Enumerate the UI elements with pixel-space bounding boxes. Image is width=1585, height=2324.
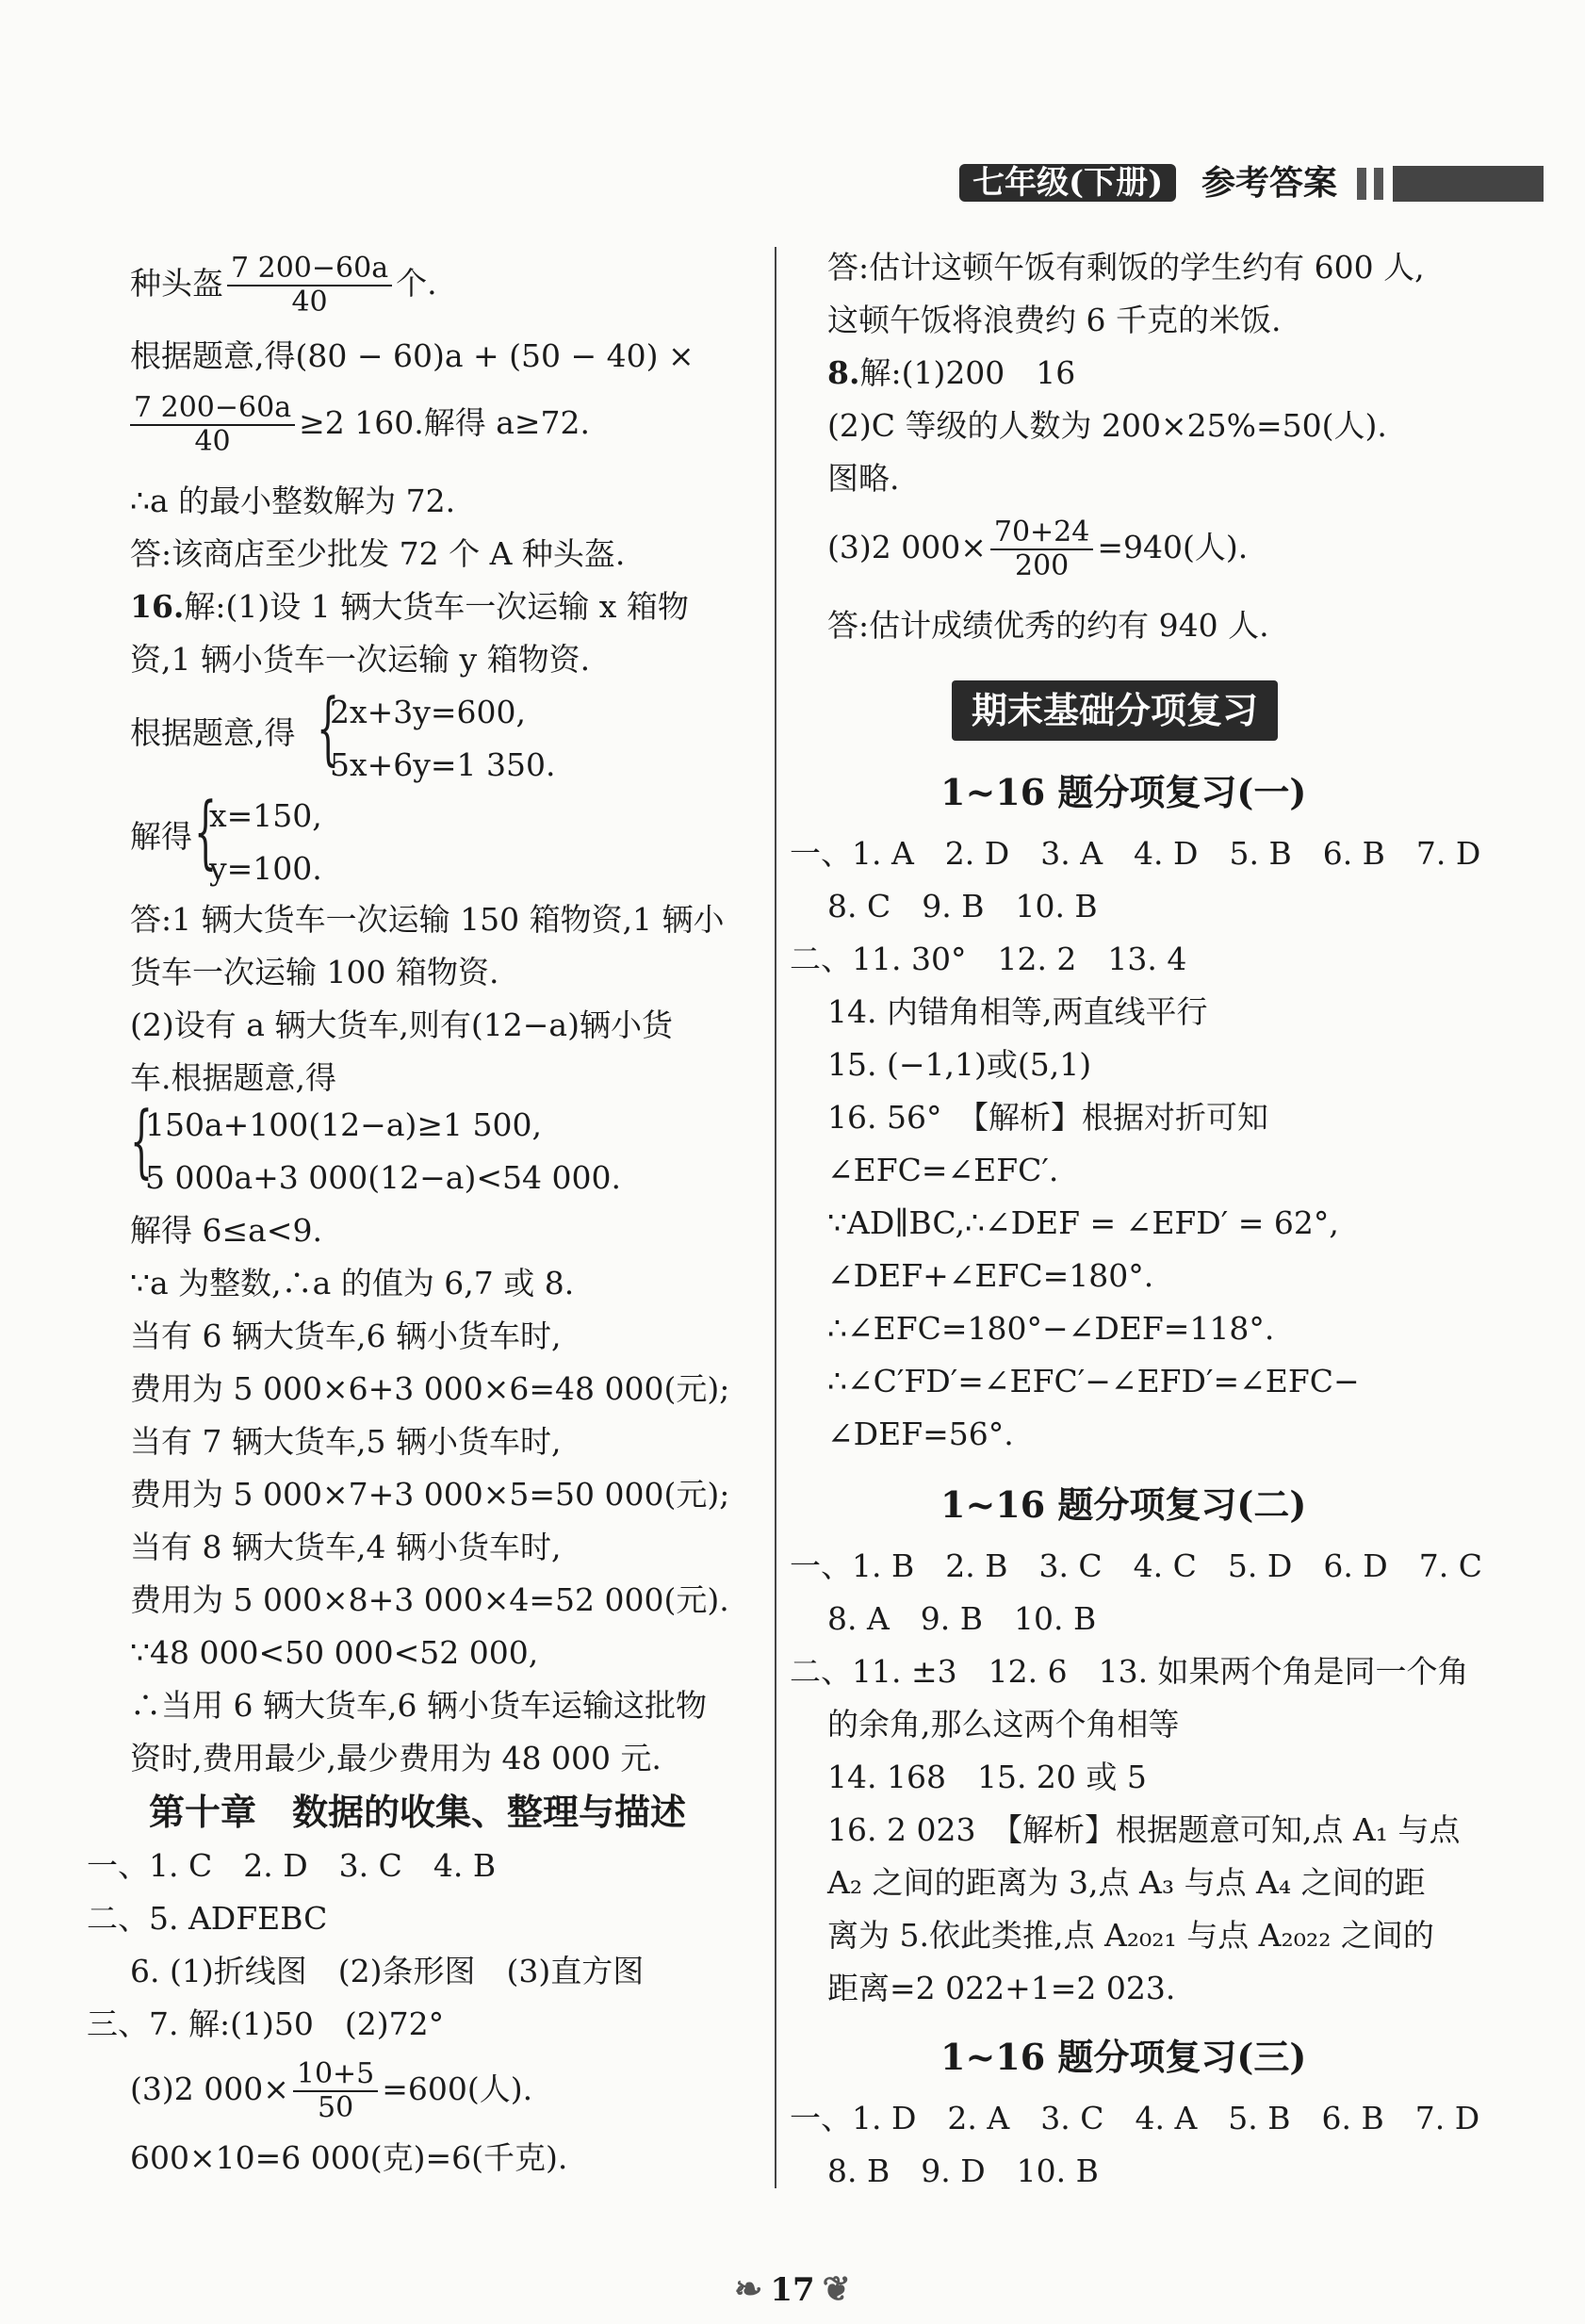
fraction: $\frac{7 200-60a}{40}$ <box>130 392 295 458</box>
answer-line: ∠EFC=∠EFC′. <box>827 1152 1059 1188</box>
fraction: $\frac{10+5}{50}$ <box>293 2058 378 2124</box>
page-number: ❧ 17 ❦ <box>734 2269 851 2309</box>
section-title: 1~16 题分项复习(三) <box>940 2036 1307 2078</box>
text-line: ∵a 为整数,∴a 的值为 6,7 或 8. <box>130 1265 575 1301</box>
answer-line: 二、11. 30° 12. 2 13. 4 <box>790 941 1187 977</box>
answer-line: ∠DEF=56°. <box>827 1416 1014 1452</box>
answer-line: 一、1. A 2. D 3. A 4. D 5. B 6. B 7. D <box>790 835 1481 872</box>
answer-line: 距离=2 022+1=2 023. <box>827 1970 1176 2006</box>
page-header <box>952 160 1545 207</box>
text-line: 图略. <box>827 460 900 497</box>
header-bar-3 <box>1393 166 1544 202</box>
section-banner: 期末基础分项复习 <box>952 680 1278 741</box>
text-line: 当有 6 辆大货车,6 辆小货车时, <box>130 1317 562 1354</box>
text-line: 货车一次运输 100 箱物资. <box>130 954 499 990</box>
text-line: 答:估计成绩优秀的约有 940 人. <box>827 607 1269 644</box>
equation-line: 5 000a+3 000(12−a)<54 000. <box>145 1159 621 1196</box>
text-line: ∵48 000<50 000<52 000, <box>130 1634 539 1671</box>
equation-line: 5x+6y=1 350. <box>330 746 556 783</box>
equation-line: y=100. <box>209 850 322 887</box>
answer-line: 一、1. B 2. B 3. C 4. C 5. D 6. D 7. C <box>790 1547 1482 1584</box>
answer-line: 16. 2 023 【解析】根据题意可知,点 A₁ 与点 <box>827 1811 1461 1848</box>
text-line: 资时,费用最少,最少费用为 48 000 元. <box>130 1740 662 1776</box>
answer-line: 一、1. D 2. A 3. C 4. A 5. B 6. B 7. D <box>790 2100 1480 2136</box>
answer-line: ∴∠EFC=180°−∠DEF=118°. <box>827 1310 1275 1347</box>
answer-line: ∴∠C′FD′=∠EFC′−∠EFD′=∠EFC− <box>827 1363 1360 1399</box>
text-line: 答:1 辆大货车一次运输 150 箱物资,1 辆小 <box>130 901 725 938</box>
section-title: 1~16 题分项复习(二) <box>940 1483 1307 1526</box>
equation-system-1: 根据题意,得 <box>130 714 296 751</box>
answer-line: 的余角,那么这两个角相等 <box>827 1706 1180 1743</box>
answer-line: 15. (−1,1)或(5,1) <box>827 1046 1092 1083</box>
text-line: ∴a 的最小整数解为 72. <box>130 483 456 519</box>
chapter-title: 第十章 数据的收集、整理与描述 <box>149 1791 687 1833</box>
answer-line: 600×10=6 000(克)=6(千克). <box>130 2139 568 2176</box>
equation-system-2: 解得 <box>130 818 192 855</box>
answer-line: ∠DEF+∠EFC=180°. <box>827 1257 1154 1294</box>
fraction: $\frac{7 200-60a}{40}$ <box>227 253 392 319</box>
answer-line: 一、1. C 2. D 3. C 4. B <box>87 1847 497 1884</box>
text-line: 这顿午饭将浪费约 6 千克的米饭. <box>827 302 1282 338</box>
text-line: 费用为 5 000×8+3 000×4=52 000(元). <box>130 1581 729 1618</box>
brace: { <box>130 1094 154 1187</box>
answer-line: 6. (1)折线图 (2)条形图 (3)直方图 <box>130 1953 645 1989</box>
text-line: 资,1 辆小货车一次运输 y 箱物资. <box>130 641 591 678</box>
answer-line: ∵AD∥BC,∴∠DEF = ∠EFD′ = 62°, <box>827 1204 1339 1241</box>
text-line: (2)设有 a 辆大货车,则有(12−a)辆小货 <box>130 1007 673 1043</box>
answer-line: 二、5. ADFEBC <box>87 1900 328 1937</box>
text-line: 当有 8 辆大货车,4 辆小货车时, <box>130 1529 562 1565</box>
header-title: 参考答案 <box>1201 163 1338 203</box>
answer-line: 8. C 9. B 10. B <box>827 888 1098 925</box>
answer-line: (3)2 000× $\frac{10+5}{50}$ =600(人). <box>130 2057 533 2124</box>
equation-line: 150a+100(12−a)≥1 500, <box>145 1106 542 1143</box>
text-line: ∴当用 6 辆大货车,6 辆小货车运输这批物 <box>130 1687 707 1724</box>
equation-line: 2x+3y=600, <box>330 694 527 730</box>
answer-line: 14. 内错角相等,两直线平行 <box>827 993 1208 1030</box>
header-bar-1 <box>1357 168 1366 200</box>
header-bar-2 <box>1374 168 1383 200</box>
leaf-left-icon: ❧ <box>734 2269 763 2309</box>
grade-label: 七年级(下册) <box>959 164 1176 202</box>
text-line: 当有 7 辆大货车,5 辆小货车时, <box>130 1423 562 1460</box>
answer-line: 8. B 9. D 10. B <box>827 2152 1099 2189</box>
question-16-line: 16.解:(1)设 1 辆大货车一次运输 x 箱物 <box>130 588 689 625</box>
leaf-right-icon: ❦ <box>822 2269 851 2309</box>
column-divider <box>775 247 776 2188</box>
text-line: (3)2 000× $\frac{70+24}{200}$ =940(人). <box>827 516 1249 582</box>
text-line: 答:该商店至少批发 72 个 A 种头盔. <box>130 535 626 572</box>
equation-line: x=150, <box>209 797 322 834</box>
text-line: 答:估计这顿午饭有剩饭的学生约有 600 人, <box>827 249 1425 286</box>
answer-line: 14. 168 15. 20 或 5 <box>827 1759 1147 1795</box>
text-line: 车.根据题意,得 <box>130 1059 336 1096</box>
answer-line: 16. 56° 【解析】根据对折可知 <box>827 1099 1268 1136</box>
text-line: 根据题意,得(80 − 60)a + (50 − 40) × <box>130 337 694 374</box>
answer-line: A₂ 之间的距离为 3,点 A₃ 与点 A₄ 之间的距 <box>827 1864 1426 1901</box>
brace: { <box>194 785 218 877</box>
text-line: 费用为 5 000×6+3 000×6=48 000(元); <box>130 1370 730 1407</box>
text-line: 解得 6≤a<9. <box>130 1212 322 1249</box>
answer-line: 离为 5.依此类推,点 A₂₀₂₁ 与点 A₂₀₂₂ 之间的 <box>827 1917 1434 1954</box>
brace: { <box>317 681 340 774</box>
answer-line: 8. A 9. B 10. B <box>827 1600 1097 1637</box>
text-line: 种头盔 $\frac{7 200-60a}{40}$ 个. <box>130 252 437 319</box>
question-8-line: 8.解:(1)200 16 <box>827 354 1076 391</box>
text-line: 费用为 5 000×7+3 000×5=50 000(元); <box>130 1476 730 1513</box>
answer-line: 二、11. ±3 12. 6 13. 如果两个角是同一个角 <box>790 1653 1469 1690</box>
fraction: $\frac{70+24}{200}$ <box>990 516 1093 582</box>
text-line: $\frac{7 200-60a}{40}$ ≥2 160.解得 a≥72. <box>130 392 590 458</box>
answer-line: 三、7. 解:(1)50 (2)72° <box>87 2005 445 2042</box>
text-line: (2)C 等级的人数为 200×25%=50(人). <box>827 407 1387 444</box>
section-title: 1~16 题分项复习(一) <box>940 771 1307 813</box>
